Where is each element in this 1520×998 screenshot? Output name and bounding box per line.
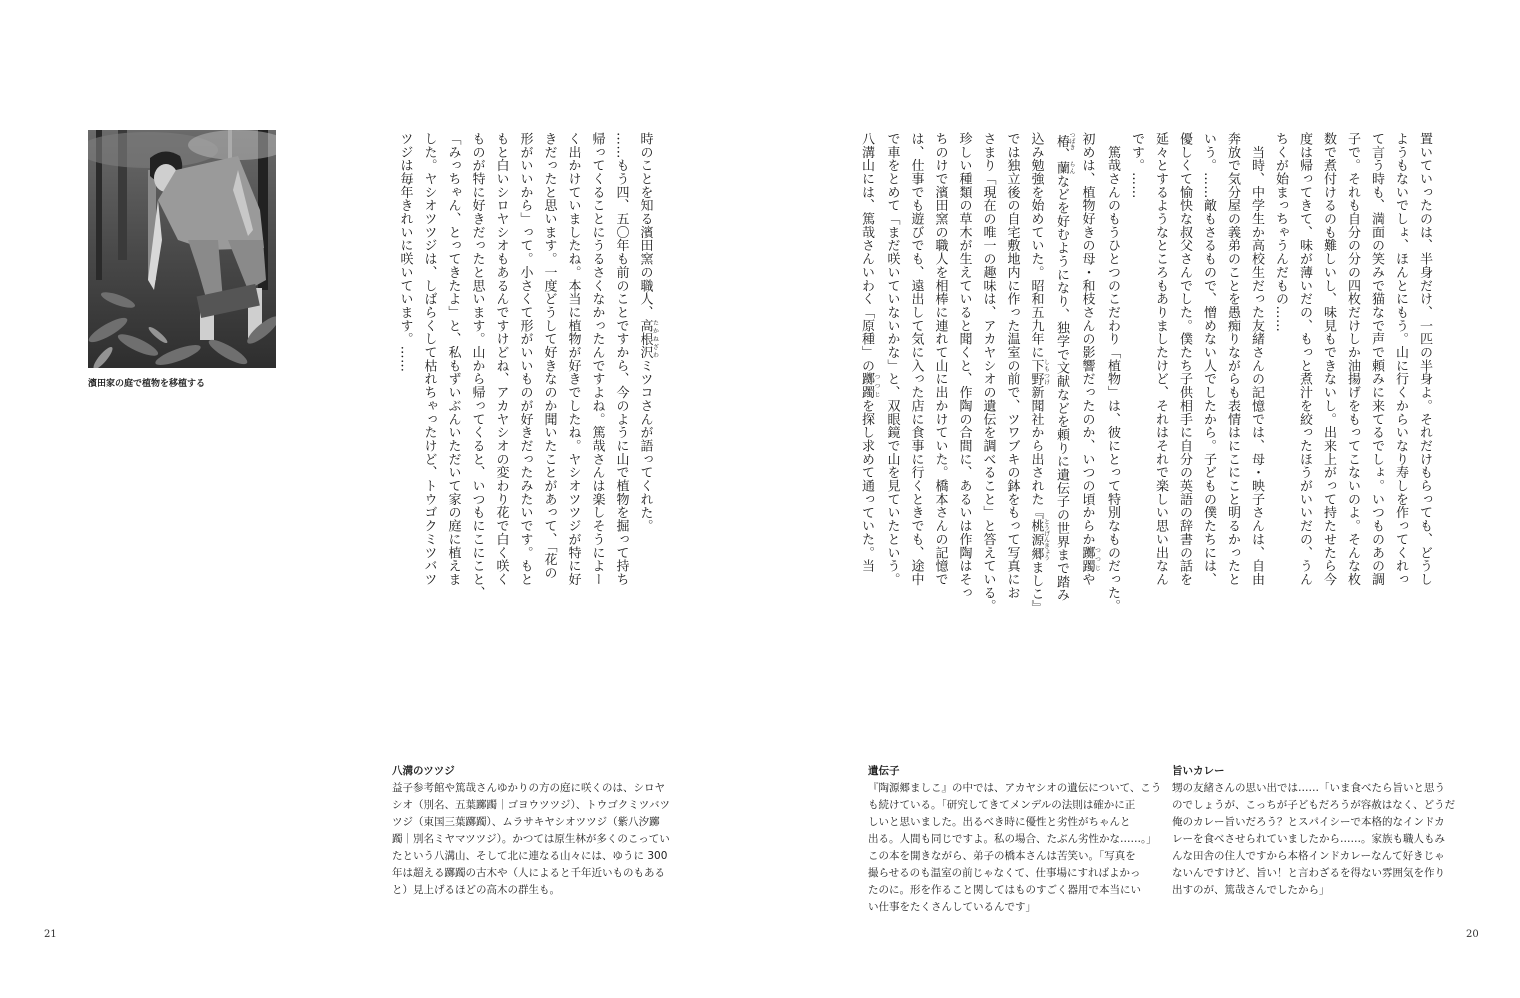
ruby-reading: つばき <box>1068 132 1075 150</box>
note-tasty-curry <box>1172 763 1456 899</box>
note-line: も続けている。「研究してきてメンデルの法則は確かに正 <box>868 799 1136 811</box>
ruby-word <box>1028 358 1050 386</box>
ruby-base: 桃源郷 <box>1028 518 1044 561</box>
note-line: 俺のカレー旨いだろう？とスパイシーで本格的なインドカ <box>1172 816 1445 828</box>
text-segment: ちのけで濱田窯の職人を相棒に連れて山に出かけていた。橋本さんの記憶で <box>932 132 948 586</box>
text-segment: く出かけていましたね。本当に植物が好きでしたね。ヤシオツツジが特に好 <box>565 132 581 586</box>
ruby-base: 下野 <box>1028 358 1044 386</box>
note-line: この本を開きながら、弟子の橋本さんは苦笑い。「写真を <box>868 850 1136 862</box>
text-column <box>976 132 1000 613</box>
text-column <box>928 132 952 586</box>
ruby-base: 椿 <box>1054 132 1069 150</box>
text-segment: を探し求めて通っていた。当 <box>859 399 874 573</box>
note-line: しいと思いました。出るべき時に優性と劣性がちゃんと <box>868 816 1131 828</box>
note-line: ツジ（東国三葉躑躅）、ムラサキヤシオツツジ（紫八汐躑 <box>392 816 660 828</box>
text-segment: 置いていったのは、半身だけ、一匹の半身よ。それだけもらっても、どうし <box>1417 132 1432 586</box>
text-segment: 「みっちゃん、とってきたよ」と、私もずいぶんいただいて家の庭に植えま <box>445 132 461 586</box>
text-column <box>1364 132 1388 586</box>
text-column <box>1388 132 1412 586</box>
text-column <box>1220 132 1244 586</box>
note-line: 出すのが、篤哉さんでしたから」 <box>1172 884 1330 896</box>
ruby-reading: つつじ <box>1093 545 1101 573</box>
text-segment: 形がいいから」って。小さくて形がいいものが好きだったみたいです。もと <box>517 132 533 586</box>
text-column <box>609 132 633 586</box>
text-segment: ツジは毎年きれいに咲いています。…… <box>397 132 413 373</box>
note-line: 益子参考館や篤哉さんゆかりの方の庭に咲くのは、シロヤ <box>392 782 665 794</box>
text-segment: で車をとめて「まだ咲いていないかな」と、双眼鏡で山を見ていたという。 <box>884 132 900 586</box>
text-column <box>393 132 417 582</box>
note-line: 甥の友緒さんの思い出では……「いま食べたら旨いと思う <box>1172 782 1445 794</box>
note-genetics <box>868 763 1162 916</box>
text-column <box>561 132 585 586</box>
text-column <box>537 132 561 582</box>
text-column <box>1340 132 1364 586</box>
ruby-reading: たかねざわ <box>651 318 659 359</box>
text-column <box>585 132 609 586</box>
text-segment: 奔放で気分屋の義弟のことを愚痴りながらも表情はにこにこと明るかったと <box>1225 132 1240 586</box>
text-segment: ミツコさんが語ってくれた。 <box>637 358 653 533</box>
text-column <box>633 132 659 582</box>
text-segment: 時のことを知る濱田窯の職人、 <box>637 132 653 319</box>
ruby-word <box>637 318 659 359</box>
ruby-reading: とうげんきょう <box>1042 518 1050 561</box>
text-segment: です。…… <box>1129 132 1144 199</box>
text-segment: 優しくて愉快な叔父さんでした。僕たち子供相手に自分の英語の辞書の話を <box>1177 132 1192 586</box>
text-segment: 当時、中学生か高校生だった友緒さんの記憶では、母・映子さんは、自由 <box>1249 132 1264 586</box>
text-segment: や <box>1079 572 1095 586</box>
ruby-reading: つつじ <box>873 372 880 399</box>
text-segment: ちくが始まっちゃうんだもの…… <box>1273 132 1288 333</box>
text-column <box>1148 132 1172 586</box>
note-line: レーを食べさせられていましたから……。家族も職人もみ <box>1172 833 1445 845</box>
photo-caption: 濱田家の庭で植物を移植する <box>88 379 206 389</box>
text-segment: て言う時も、満面の笑みで猫なで声で頼みに来てるでしょ。いつものあの調 <box>1369 132 1384 586</box>
text-column <box>465 132 489 600</box>
text-column <box>854 132 880 582</box>
text-segment: ものが特に好きだったと思います。山から帰ってくると、いつもにこにこと、 <box>469 132 485 600</box>
ruby-base: 蘭 <box>1054 161 1069 175</box>
text-column <box>1316 132 1340 586</box>
ruby-word <box>1054 161 1075 175</box>
text-segment: 初めは、植物好きの母・和枝さんの影響だったのか、いつの頃からか <box>1079 132 1095 546</box>
text-column <box>904 132 928 586</box>
text-column <box>1244 132 1268 586</box>
text-column <box>1172 132 1196 586</box>
text-column <box>1268 132 1292 582</box>
text-column <box>1412 132 1436 586</box>
text-column <box>1124 132 1148 582</box>
ruby-base: 躑躅 <box>1079 545 1095 573</box>
text-column <box>952 132 976 600</box>
text-column <box>880 132 904 586</box>
ruby-word <box>1028 518 1050 561</box>
text-segment: などを好むようになり、独学で文献などを頼りに遺伝子の世界まで踏み <box>1054 174 1069 602</box>
text-segment: ようもないでしょ、ほんとにもう。山に行くからいなり寿しを作ってくれっ <box>1393 132 1408 586</box>
text-segment: もと白いシロヤシオもあるんですけどね、アカヤシオの変わり花で白く咲く <box>493 132 509 586</box>
note-line: たのに。形を作ること関してはものすごく器用で本当にい <box>868 884 1141 896</box>
text-segment: 、 <box>1054 147 1069 162</box>
text-column <box>489 132 513 586</box>
note-line: 年は超える躑躅の古木や（人によると千年近いものもある <box>392 867 665 879</box>
text-column <box>417 132 441 586</box>
left-page-body-text <box>392 132 659 600</box>
note-title: 遺伝子 <box>868 765 900 777</box>
text-column <box>1049 132 1075 602</box>
note-line: のでしょうが、こっちが子どもだろうが容赦はなく、どうだ <box>1172 799 1456 811</box>
text-column <box>441 132 465 586</box>
text-segment: ましこ』 <box>1028 560 1044 614</box>
text-column <box>1100 132 1124 613</box>
note-line: い仕事をたくさんしているんです」 <box>868 901 1036 913</box>
note-line: たという八溝山、そして北に連なる山々には、ゆうに 300 <box>392 850 668 862</box>
text-segment: 子で。それも自分の分の四枚だけしか油揚げをもってこないのよ。そんな枚 <box>1345 132 1360 586</box>
note-title: 旨いカレー <box>1172 765 1225 777</box>
ruby-reading: らん <box>1068 161 1075 175</box>
text-segment: ……もう四、五〇年も前のことですから、今のように山で植物を掘って持ち <box>613 132 629 586</box>
text-segment: 帰ってくることにうるさくなかったんですよね。篤哉さんは楽しそうによー <box>589 132 605 586</box>
text-segment: 込み勉強を始めていた。昭和五九年に <box>1028 132 1044 359</box>
note-line: 撮らせるのも温室の前じゃなくて、仕事場にすればよかっ <box>868 867 1141 879</box>
text-segment: 篤哉さんのもうひとつのこだわり「植物」は、彼にとって特別なものだった。 <box>1105 132 1120 613</box>
ruby-base: 高根沢 <box>637 318 653 359</box>
text-column <box>1292 132 1316 586</box>
text-segment: 延々とするようなところもありましたけど、それはそれで楽しい思い出なん <box>1153 132 1168 586</box>
note-line: と）見上げるほどの高木の群生も。 <box>392 884 560 896</box>
note-line: シオ（別名、五葉躑躅｜ゴヨウツツジ）、トウゴクミツバツ <box>392 799 671 811</box>
ruby-word <box>859 372 880 400</box>
text-column <box>513 132 537 586</box>
text-segment: した。ヤシオツツジは、しばらくして枯れちゃったけど、トウゴクミツバツ <box>421 132 437 586</box>
note-line: ないんですけど、旨い！と言わざるを得ない雰囲気を作り <box>1172 867 1445 879</box>
text-column <box>1000 132 1024 600</box>
right-page-body-text <box>856 132 1436 614</box>
text-segment: さまり「現在の唯一の趣味は、アカヤシオの遺伝を調べること」と答えている。 <box>980 132 996 613</box>
photo-man-transplanting-plants <box>88 130 276 368</box>
note-yamizo-azalea <box>392 763 671 899</box>
text-segment: 八溝山には、篤哉さんいわく「原種」の <box>859 132 874 373</box>
note-line: 出る。人間も同じですよ。私の場合、たぶん劣性かな……。」 <box>868 833 1157 845</box>
text-segment: 珍しい種類の草木が生えていると聞くと、作陶の合間に、あるいは作陶はそっ <box>956 132 972 600</box>
page-number-left: 21 <box>44 929 57 940</box>
ruby-base: 躑躅 <box>859 372 874 400</box>
page-number-right: 20 <box>1466 929 1479 940</box>
text-column <box>1024 132 1050 614</box>
text-segment: 新聞社から出された『 <box>1028 385 1044 520</box>
note-title: 八溝のツツジ <box>392 765 455 777</box>
text-segment: 度は帰ってきて、味が薄いだの、もっと煮汁を絞ったほうがいいだの、うん <box>1297 132 1312 586</box>
note-line: 躅｜別名ミヤマツツジ）。かつては原生林が多くのこってい <box>392 833 670 845</box>
text-segment: 数で煮付けるのも難しいし、味見もできないし。出来上がって持たせたら今 <box>1321 132 1336 586</box>
ruby-word <box>1079 545 1101 573</box>
text-segment: きだったと思います。一度どうして好きなのか聞いたことがあって、「花の <box>541 132 557 580</box>
text-segment: は、仕事でも遊びでも、遠出して気に入った店に食事に行くときでも、途中 <box>908 132 924 586</box>
ruby-reading: しもつけ <box>1042 358 1050 386</box>
note-line: 『陶源郷ましこ』の中では、アカヤシオの遺伝について、こう <box>868 782 1162 794</box>
text-segment: では独立後の自宅敷地内に作った温室の前で、ツワブキの鉢をもって写真にお <box>1004 132 1020 600</box>
text-column <box>1075 132 1101 586</box>
text-column <box>1196 132 1220 586</box>
ruby-word <box>1054 132 1075 150</box>
note-line: んな田舎の住人ですから本格インドカレーなんて好きじゃ <box>1172 850 1445 862</box>
text-segment: いう。……敵もさるもので、憎めない人でしたから。子どもの僕たちには、 <box>1201 132 1216 586</box>
